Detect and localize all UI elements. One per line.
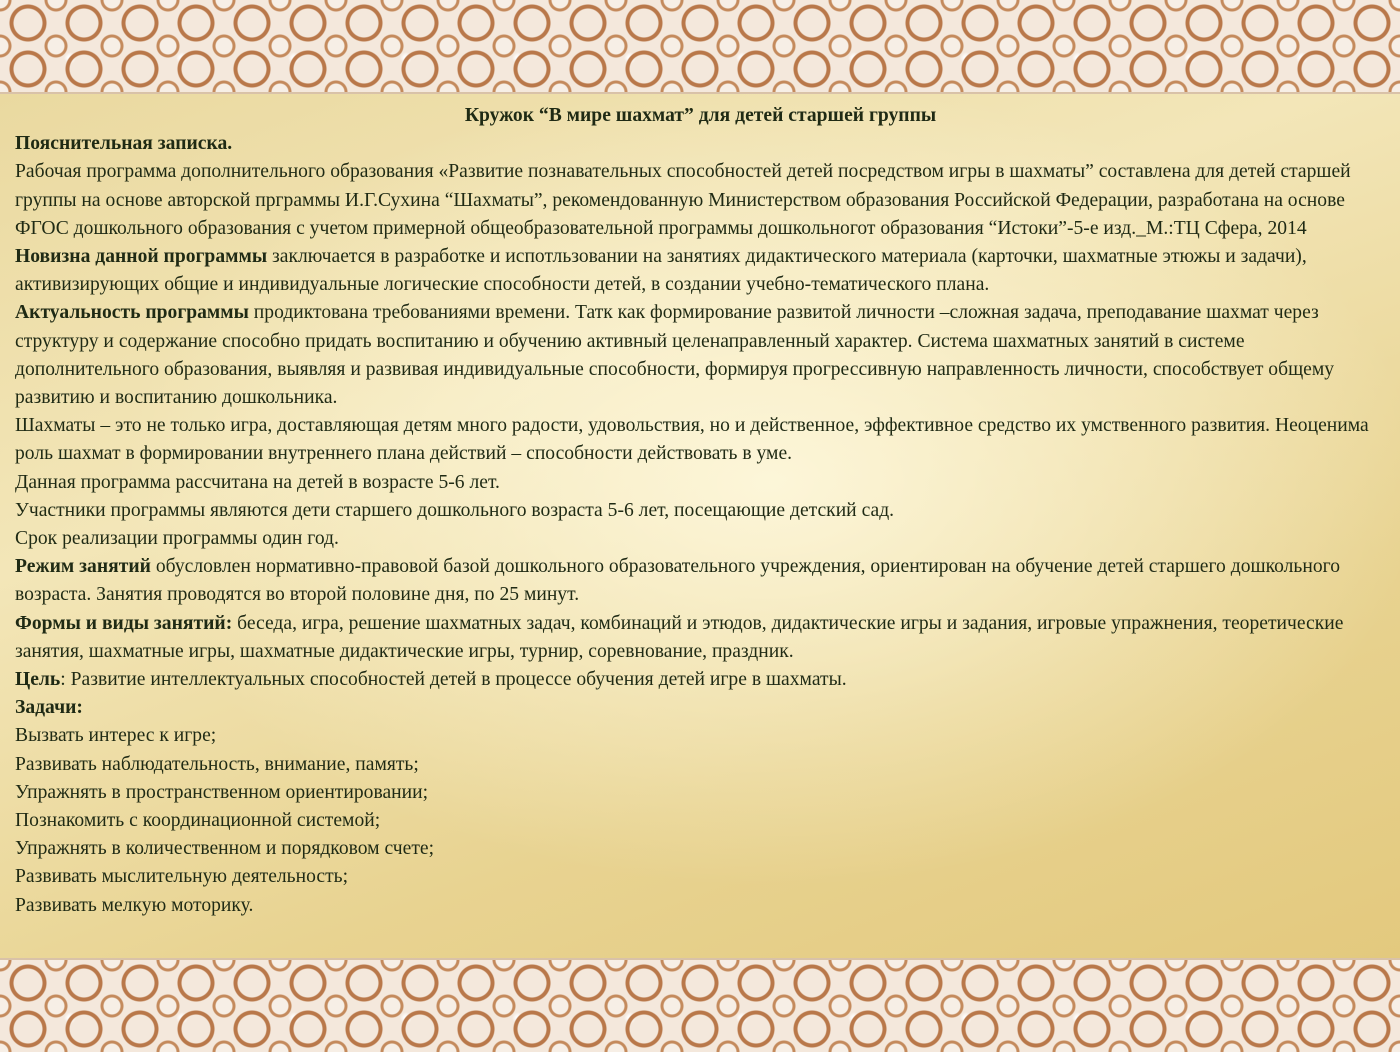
section-forms bbox=[15, 610, 1386, 666]
section-text: Участники программы являются дети старшего дошкольного возраста 5-6 лет, посещающие детский сад. bbox=[15, 499, 895, 521]
section-text: беседа, игра, решение шахматных задач, комбинаций и этюдов, дидактические игры и задания, игровые упражнения, теоретические занятия, шахматные игры, шахматные дидактические игры, турнир, соревнование, праздник. bbox=[15, 612, 1344, 662]
section-age bbox=[15, 469, 1386, 497]
section-novelty bbox=[15, 243, 1386, 299]
section-explanatory-note bbox=[15, 130, 1386, 158]
section-heading: Цель bbox=[15, 669, 61, 691]
section-tasks bbox=[15, 694, 1386, 722]
section-chess-value bbox=[15, 412, 1386, 468]
section-heading: Пояснительная записка. bbox=[15, 133, 233, 155]
section-relevance bbox=[15, 299, 1386, 412]
section-heading: Актуальность программы bbox=[15, 302, 249, 324]
section-schedule bbox=[15, 553, 1386, 609]
section-text: Рабочая программа дополнительного образования «Развитие познавательных способностей детей посредством игры в шахматы” составлена для детей старшей группы на основе авторской прграммы И.Г.Сухина “Шахматы”, рекомендованную Министерством образования Российской Федерации, разработана на основе ФГОС дошкольного образования с учетом примерной общеобразовательной программы дошкольногот образования “Истоки”-5-е изд._М.:ТЦ Сфера, 2014 bbox=[15, 161, 1351, 239]
section-participants bbox=[15, 497, 1386, 525]
slide-title: Кружок “В мире шахмат” для детей старшей группы bbox=[464, 105, 937, 126]
section-text: заключается в разработке и испотльзовании на занятиях дидактического материала (карточки, шахматные этюжы и задачи), активизирующих общие и индивидуальные логические способности детей, в создании учебно-тематического плана. bbox=[15, 246, 1307, 296]
task-item: Развивать наблюдательность, внимание, память; bbox=[15, 753, 419, 775]
section-text: продиктована требованиями времени. Татк как формирование развитой личности –сложная задача, преподавание шахмат через структуру и содержание способно придать воспитанию и обучению активный целенаправленный характер. Система шахматных занятий в системе дополнительного образования, выявляя и развивая индивидуальные способности, формируя прогрессивную направленность личности, способствует общему развитию и воспитанию дошкольника. bbox=[15, 302, 1335, 409]
section-text: Шахматы – это не только игра, доставляющая детям много радости, удовольствия, но и действенное, эффективное средство их умственного развития. Неоценима роль шахмат в формировании внутреннего плана действий – способности действовать в уме. bbox=[15, 415, 1369, 465]
section-text: Данная программа рассчитана на детей в возрасте 5-6 лет. bbox=[15, 471, 500, 493]
section-program-description bbox=[15, 158, 1386, 243]
section-text: Срок реализации программы один год. bbox=[15, 528, 339, 550]
text-panel bbox=[0, 94, 1400, 958]
section-duration bbox=[15, 525, 1386, 553]
task-item: Упражнять в пространственном ориентировании; bbox=[15, 781, 429, 803]
task-item: Развивать мыслительную деятельность; bbox=[15, 866, 349, 888]
bottom-ornament-border bbox=[0, 958, 1400, 1052]
tasks-list bbox=[15, 722, 1386, 919]
section-heading: Задачи: bbox=[15, 697, 83, 719]
top-ornament-border bbox=[0, 0, 1400, 94]
section-goal bbox=[15, 666, 1386, 694]
section-heading: Новизна данной программы bbox=[15, 246, 268, 268]
task-item: Развивать мелкую моторику. bbox=[15, 894, 254, 916]
task-item: Познакомить с координационной системой; bbox=[15, 810, 381, 832]
section-heading: Режим занятий bbox=[15, 556, 151, 578]
section-text: : Развитие интеллектуальных способностей детей в процессе обучения детей игре в шахматы. bbox=[60, 669, 847, 691]
section-heading: Формы и виды занятий: bbox=[15, 612, 233, 634]
task-item: Упражнять в количественном и порядковом счете; bbox=[15, 838, 435, 860]
section-text: обусловлен нормативно-правовой базой дошкольного образовательного учреждения, ориентирован на обучение детей старшего дошкольного возраста. Занятия проводятся во второй половине дня, по 25 минут. bbox=[15, 556, 1340, 606]
task-item: Вызвать интерес к игре; bbox=[15, 725, 217, 747]
